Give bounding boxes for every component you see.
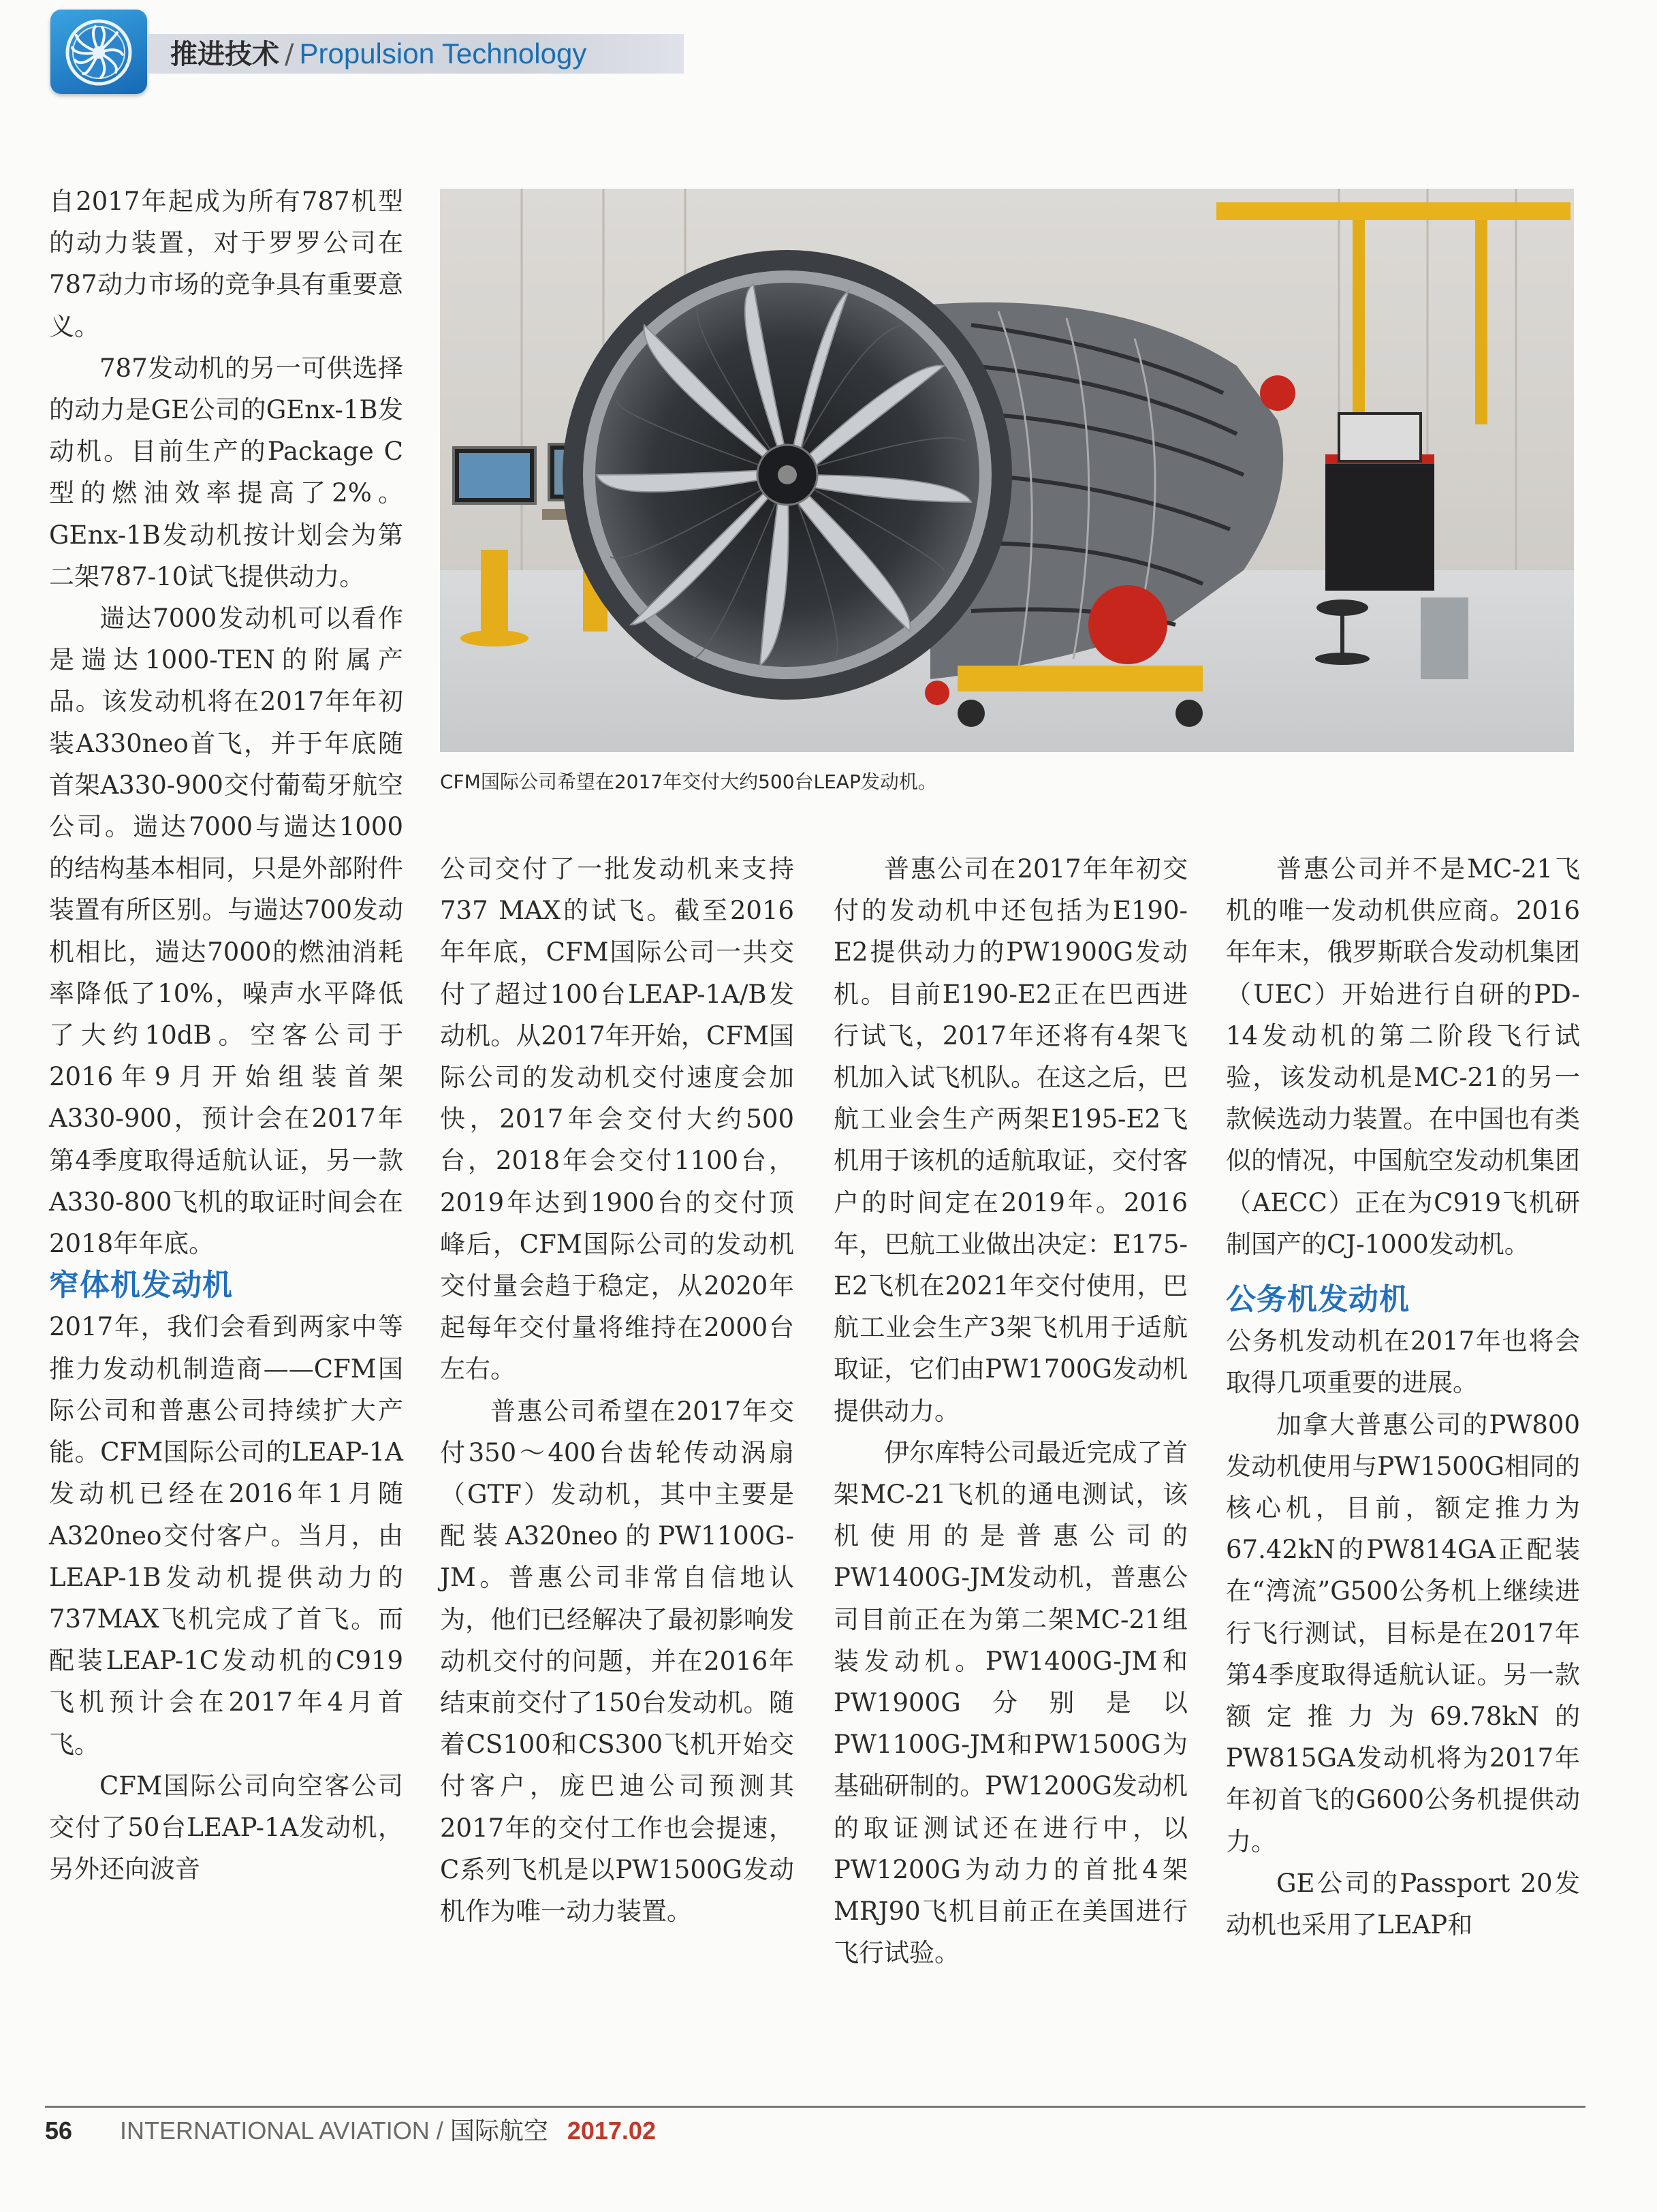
paragraph: 普惠公司在2017年年初交付的发动机中还包括为E190-E2提供动力的PW1900G发动机。目前E190-E2正在巴西进行试飞，2017年还将有4架飞机加入试飞机队。在这之后，巴航工业会生产两架E195-E2飞机用于该机的适航取证，交付客户的时间定在2019年。2016年，巴航工业做出决定：E175-E2飞机在2021年交付使用，巴航工业会生产3架飞机用于适航取证，它们由PW1700G发动机提供动力。 bbox=[834, 854, 1188, 1426]
paragraph: 伊尔库特公司最近完成了首架MC-21飞机的通电测试，该机使用的是普惠公司的PW1400G-JM发动机，普惠公司目前正在为第二架MC-21组装发动机。PW1400G-JM和PW1900G分别是以PW1100G-JM和PW1500G为基础研制的。PW1200G发动机的取证测试还在进行中，以PW1200G为动力的首批4架MRJ90飞机目前正在美国进行飞行试验。 bbox=[834, 1437, 1188, 1968]
article-column-3 bbox=[834, 848, 1188, 1974]
issue-number: 2017.02 bbox=[567, 2117, 656, 2145]
article-column-1 bbox=[49, 181, 403, 1890]
header-divider: / bbox=[285, 39, 294, 70]
paragraph: CFM国际公司向空客公司交付了50台LEAP-1A发动机，另外还向波音 bbox=[49, 1771, 403, 1884]
paragraph: 787发动机的另一可供选择的动力是GE公司的GEnx-1B发动机。目前生产的Package C型的燃油效率提高了2%。GEnx-1B发动机按计划会为第二架787-10试飞提供动力。 bbox=[49, 353, 403, 591]
paragraph: 自2017年起成为所有787机型的动力装置，对于罗罗公司在787动力市场的竞争具有重要意义。 bbox=[49, 187, 403, 341]
section-heading-business-jet: 公务机发动机 bbox=[1226, 1282, 1410, 1318]
paragraph: 公司交付了一批发动机来支持737 MAX的试飞。截至2016年年底，CFM国际公司一共交付了超过100台LEAP-1A/B发动机。从2017年开始，CFM国际公司的发动机交付速度会加快，2017年会交付大约500台，2018年会交付1100台，2019年达到1900台的交付顶峰后，CFM国际公司的发动机交付量会趋于稳定，从2020年起每年交付量将维持在2000台左右。 bbox=[440, 854, 794, 1384]
footer-divider-slash: / bbox=[436, 2117, 443, 2145]
page-footer bbox=[45, 2110, 656, 2151]
paragraph: 公务机发动机在2017年也将会取得几项重要的进展。 bbox=[1226, 1326, 1580, 1398]
page-number: 56 bbox=[45, 2117, 73, 2145]
paragraph: GE公司的Passport 20发动机也采用了LEAP和 bbox=[1226, 1868, 1580, 1940]
section-header bbox=[170, 35, 586, 72]
paragraph: 普惠公司希望在2017年交付350～400台齿轮传动涡扇（GTF）发动机，其中主要是配装A320neo的PW1100G-JM。普惠公司非常自信地认为，他们已经解决了最初影响发动机交付的问题，并在2016年结束前交付了150台发动机。随着CS100和CS300飞机开始交付客户，庞巴迪公司预测其2017年的交付工作也会提速，C系列飞机是以PW1500G发动机作为唯一动力装置。 bbox=[440, 1396, 794, 1927]
section-title-zh: 推进技术 bbox=[170, 39, 279, 70]
fan-blade-icon bbox=[60, 15, 138, 90]
magazine-name-zh: 国际航空 bbox=[449, 2117, 548, 2145]
article-column-4 bbox=[1226, 848, 1580, 1946]
footer-divider bbox=[45, 2106, 1585, 2108]
photo-caption: CFM国际公司希望在2017年交付大约500台LEAP发动机。 bbox=[440, 770, 937, 793]
engine-photo bbox=[440, 189, 1574, 752]
magazine-section-logo bbox=[50, 10, 147, 94]
section-heading-narrowbody: 窄体机发动机 bbox=[49, 1268, 233, 1303]
section-title-en: Propulsion Technology bbox=[299, 37, 587, 69]
magazine-name-en: INTERNATIONAL AVIATION bbox=[120, 2117, 430, 2145]
paragraph: 加拿大普惠公司的PW800发动机使用与PW1500G相同的核心机，目前，额定推力为67.42kN的PW814GA正配装在“湾流”G500公务机上继续进行飞行测试，目标是在2017年第4季度取得适航认证。另一款额定推力为69.78kN的PW815GA发动机将为2017年年初首飞的G600公务机提供动力。 bbox=[1226, 1409, 1580, 1856]
paragraph: 普惠公司并不是MC-21飞机的唯一发动机供应商。2016年年末，俄罗斯联合发动机集团（UEC）开始进行自研的PD-14发动机的第二阶段飞行试验，该发动机是MC-21的另一款候选动力装置。在中国也有类似的情况，中国航空发动机集团（AECC）正在为C919飞机研制国产的CJ-1000发动机。 bbox=[1226, 854, 1580, 1259]
article-column-2 bbox=[440, 848, 794, 1932]
paragraph: 遄达7000发动机可以看作是遄达1000-TEN的附属产品。该发动机将在2017年年初装A330neo首飞，并于年底随首架A330-900交付葡萄牙航空公司。遄达7000与遄达1000的结构基本相同，只是外部附件装置有所区别。与遄达700发动机相比，遄达7000的燃油消耗率降低了10%，噪声水平降低了大约10dB。空客公司于2016年9月开始组装首架A330-900，预计会在2017年第4季度取得适航认证，另一款A330-800飞机的取证时间会在2018年年底。 bbox=[49, 604, 403, 1259]
paragraph: 2017年，我们会看到两家中等推力发动机制造商——CFM国际公司和普惠公司持续扩大产能。CFM国际公司的LEAP-1A发动机已经在2016年1月随A320neo交付客户。当月，由LEAP-1B发动机提供动力的737MAX飞机完成了首飞。而配装LEAP-1C发动机的C919飞机预计会在2017年4月首飞。 bbox=[49, 1312, 403, 1759]
